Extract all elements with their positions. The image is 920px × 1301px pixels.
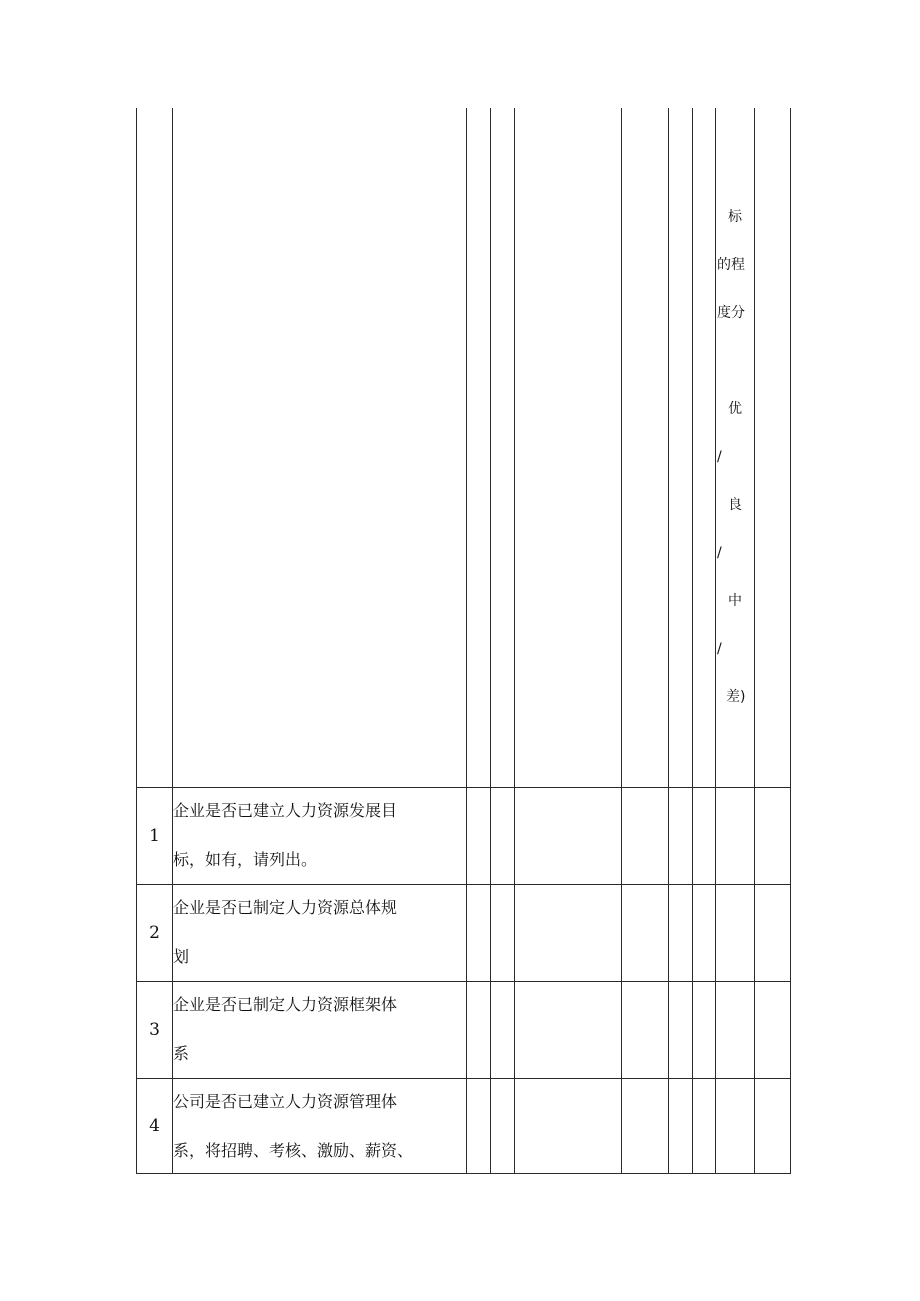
row-number: 2 [137, 885, 173, 982]
answer-cell [755, 788, 791, 885]
question-cell [173, 885, 467, 982]
header-rating-text: / [717, 449, 722, 465]
table-row [137, 788, 791, 885]
question-text: 系，将招聘、考核、激励、薪资、 [173, 1141, 414, 1160]
header-cell-question [173, 108, 467, 788]
answer-cell [669, 788, 693, 885]
assessment-table [136, 108, 791, 1174]
answer-cell [622, 1079, 669, 1174]
question-text: 企业是否已制定人力资源框架体 [173, 995, 398, 1014]
header-cell-c7 [669, 108, 693, 788]
header-cell-num [137, 108, 173, 788]
answer-cell [693, 885, 716, 982]
answer-cell [755, 885, 791, 982]
header-rating-text: / [717, 641, 722, 657]
answer-cell [515, 1079, 622, 1174]
answer-cell [515, 885, 622, 982]
answer-cell [669, 885, 693, 982]
answer-cell [622, 788, 669, 885]
table-row [137, 885, 791, 982]
rating-cell [716, 1079, 755, 1174]
answer-cell [669, 1079, 693, 1174]
question-cell [173, 1079, 467, 1174]
answer-cell [491, 982, 515, 1079]
header-cell-c5 [515, 108, 622, 788]
rating-cell [716, 788, 755, 885]
answer-cell [693, 982, 716, 1079]
answer-cell [467, 788, 491, 885]
header-cell-c10 [755, 108, 791, 788]
question-text: 系 [173, 1044, 190, 1063]
header-rating-text: / [717, 545, 722, 561]
header-rating-text: 差) [726, 689, 746, 705]
table-row [137, 982, 791, 1079]
header-cell-c3 [467, 108, 491, 788]
question-text: 公司是否已建立人力资源管理体 [173, 1092, 398, 1111]
answer-cell [467, 982, 491, 1079]
answer-cell [693, 788, 716, 885]
rating-cell [716, 885, 755, 982]
question-cell [173, 982, 467, 1079]
question-text: 划 [173, 947, 190, 966]
header-row [137, 108, 791, 788]
header-cell-c6 [622, 108, 669, 788]
answer-cell [693, 1079, 716, 1174]
question-text: 企业是否已建立人力资源发展目 [173, 801, 398, 820]
answer-cell [515, 982, 622, 1079]
header-rating-text: 的程 [717, 257, 745, 273]
question-text: 企业是否已制定人力资源总体规 [173, 898, 398, 917]
header-rating-text: 中 [728, 593, 742, 609]
header-rating-text: 优 [728, 401, 742, 417]
table-row [137, 1079, 791, 1174]
question-text: 标，如有，请列出。 [173, 850, 318, 869]
row-number: 1 [137, 788, 173, 885]
rating-cell [716, 982, 755, 1079]
header-rating-text: 标 [728, 209, 742, 225]
answer-cell [515, 788, 622, 885]
answer-cell [622, 982, 669, 1079]
answer-cell [669, 982, 693, 1079]
header-rating-text: 良 [728, 497, 742, 513]
header-cell-c4 [491, 108, 515, 788]
answer-cell [622, 885, 669, 982]
row-number: 3 [137, 982, 173, 1079]
answer-cell [491, 885, 515, 982]
answer-cell [755, 982, 791, 1079]
answer-cell [467, 885, 491, 982]
question-cell [173, 788, 467, 885]
answer-cell [491, 788, 515, 885]
answer-cell [467, 1079, 491, 1174]
answer-cell [755, 1079, 791, 1174]
header-cell-c8 [693, 108, 716, 788]
header-cell-rating [716, 108, 755, 788]
row-number: 4 [137, 1079, 173, 1174]
header-rating-text: 度分 [717, 305, 745, 321]
answer-cell [491, 1079, 515, 1174]
